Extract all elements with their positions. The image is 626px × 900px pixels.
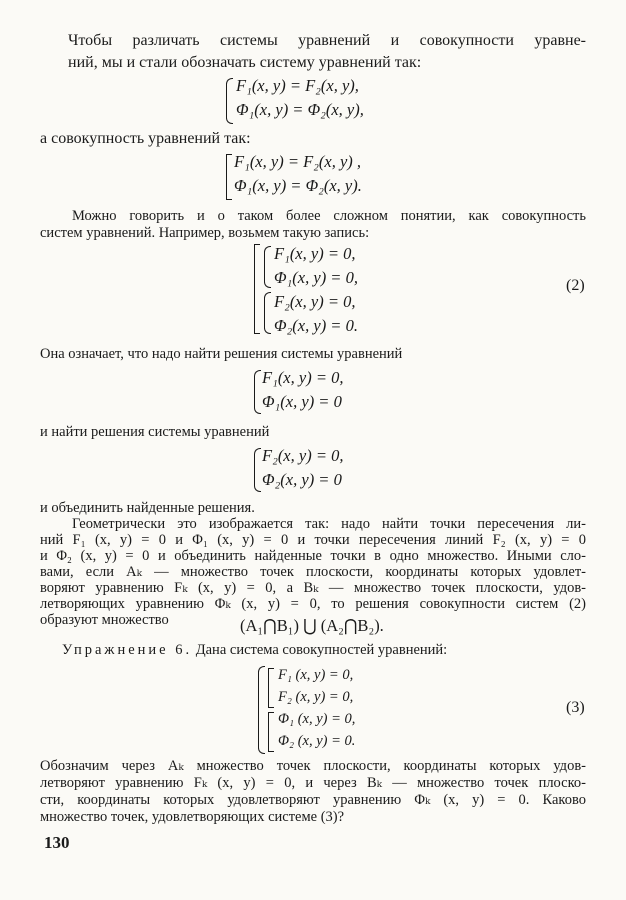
eq3-bracket-2 <box>268 712 274 752</box>
geom-line-5: воряют уравнению Fₖ (x, y) = 0, а Bₖ — множество точек плоскости, удов- <box>40 580 586 596</box>
unite-text: и объединить найденные решения. <box>40 500 255 516</box>
geom-line-7: образуют множество <box>40 612 169 628</box>
geom-line-4: вами, если Aₖ — множество точек плоскости, координаты которых удовлет- <box>40 564 586 580</box>
system-a-row-2: Φ₁(x, y) = 0 <box>262 392 342 411</box>
means-text: Она означает, что надо найти решения системы уравнений <box>40 346 403 362</box>
aggregate-1-row-2: Φ₁(x, y) = Φ₂(x, y). <box>234 176 362 195</box>
eq2-brace-2 <box>264 292 271 334</box>
geom-line-2: ний F₁ (x, y) = 0 и Φ₁ (x, y) = 0 и точки пересечения линий F₂ (x, y) = 0 <box>40 532 586 548</box>
final-line-3: сти, координаты которых удовлетворяют уравнению Φₖ (x, y) = 0. Каково <box>40 792 586 808</box>
final-paragraph <box>40 758 586 826</box>
geometric-paragraph <box>40 516 586 628</box>
aggregate-bracket <box>226 154 232 200</box>
intro-paragraph <box>68 30 586 74</box>
eq3-row-1: F₁ (x, y) = 0, <box>278 667 354 683</box>
complex-intro-line-1: Можно говорить и о таком более сложном понятии, как совокупность <box>72 208 586 224</box>
final-line-1: Обозначим через Aₖ множество точек плоскости, координаты которых удов- <box>40 758 586 774</box>
exercise-word: Упражнение 6. <box>62 642 193 658</box>
eq2-row-4: Φ₂(x, y) = 0. <box>274 316 358 335</box>
system-b-brace <box>254 448 261 492</box>
system-a-brace <box>254 370 261 414</box>
intro-line-1: Чтобы различать системы уравнений и совокупности уравне- <box>68 32 586 49</box>
complex-intro-line-2: систем уравнений. Например, возьмем такую запись: <box>40 225 370 241</box>
eq2-brace-1 <box>264 246 271 288</box>
final-line-2: летворяют уравнению Fₖ (x, y) = 0, и через Bₖ — множество точек плоско- <box>40 775 586 791</box>
equation-3-label: (3) <box>566 699 585 716</box>
eq3-row-4: Φ₂ (x, y) = 0. <box>278 733 356 749</box>
geom-line-6: летворяющих уравнению Φₖ (x, y) = 0, то решения совокупности систем (2) <box>40 596 586 612</box>
system-a <box>262 366 343 414</box>
system-1-row-2: Φ₁(x, y) = Φ₂(x, y), <box>236 100 364 119</box>
intro-line-2: ний, мы и стали обозначать систему уравнений так: <box>68 54 422 71</box>
exercise-text: Дана система совокупностей уравнений: <box>195 642 448 658</box>
system-b-row-2: Φ₂(x, y) = 0 <box>262 470 342 489</box>
equation-2 <box>274 242 358 338</box>
union-formula: (A₁⋂B₁) ⋃ (A₂⋂B₂). <box>240 616 384 635</box>
system-1 <box>236 74 364 122</box>
system-a-row-1: F₁(x, y) = 0, <box>262 368 344 387</box>
equation-3 <box>278 664 355 752</box>
page-number: 130 <box>44 833 70 852</box>
system-brace <box>226 78 233 124</box>
eq2-row-3: F₂(x, y) = 0, <box>274 292 356 311</box>
geom-line-1: Геометрически это изображается так: надо найти точки пересечения ли- <box>72 516 586 532</box>
eq3-bracket-1 <box>268 668 274 708</box>
eq3-row-2: F₂ (x, y) = 0, <box>278 689 354 705</box>
and-find-text: и найти решения системы уравнений <box>40 424 270 440</box>
aggregate-1-row-1: F₁(x, y) = F₂(x, y) , <box>234 152 362 171</box>
aggregate-1 <box>234 150 362 198</box>
eq3-outer-brace <box>258 666 265 754</box>
system-1-row-1: F₁(x, y) = F₂(x, y), <box>236 76 359 95</box>
eq2-row-1: F₁(x, y) = 0, <box>274 244 356 263</box>
exercise-heading <box>62 642 582 659</box>
eq3-row-3: Φ₁ (x, y) = 0, <box>278 711 356 727</box>
equation-2-label: (2) <box>566 277 585 294</box>
aggregate-intro: а совокупность уравнений так: <box>40 130 251 147</box>
eq2-row-2: Φ₁(x, y) = 0, <box>274 268 358 287</box>
final-line-4: множество точек, удовлетворяющих системе (3)? <box>40 809 345 825</box>
geom-line-3: и Φ₂ (x, y) = 0 и объединить найденные точки в одно множество. Иными сло- <box>40 548 586 564</box>
complex-intro <box>40 208 586 242</box>
eq2-outer-bracket <box>254 244 260 334</box>
system-b <box>262 444 343 492</box>
system-b-row-1: F₂(x, y) = 0, <box>262 446 344 465</box>
